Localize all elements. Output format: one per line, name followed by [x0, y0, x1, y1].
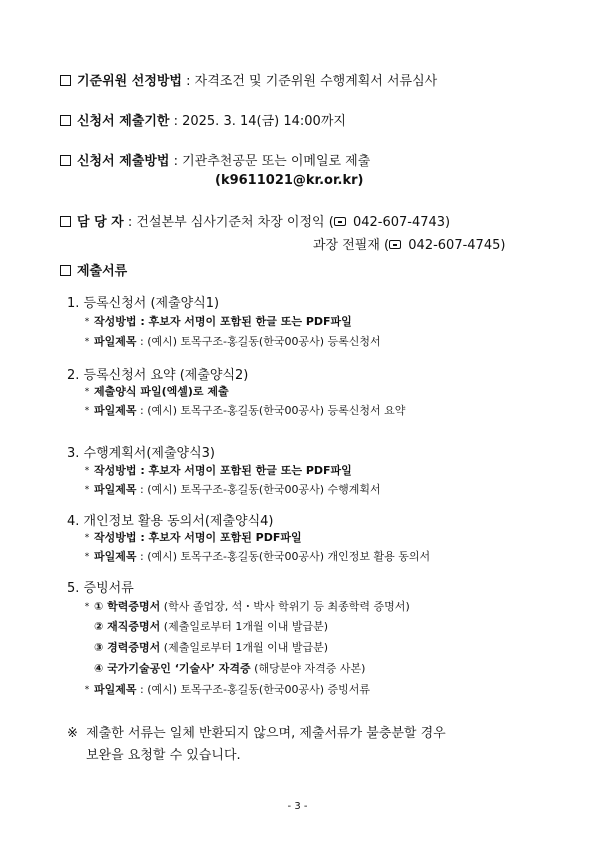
email-address: (k9611021@kr.or.kr): [215, 173, 364, 188]
section-selection: [60, 70, 437, 89]
phone-icon: [389, 240, 401, 249]
separator: :: [169, 114, 183, 129]
section-text: 기관추천공문 또는 이메일로 제출: [182, 154, 371, 169]
bullet-star-icon: *: [84, 406, 90, 416]
separator: :: [169, 154, 183, 169]
section-contact: [60, 211, 450, 230]
bullet-star-icon: *: [84, 337, 90, 347]
note-line-2: 보완을 요청할 수 있습니다.: [86, 748, 241, 763]
item-4-sub-1: * 작성방법 : 후보자 서명이 포함된 PDF파일: [82, 529, 302, 545]
item-4-sub-2: * 파일제목 : (예시) 토목구조-홍길동(한국00공사) 개인정보 활용 동의서: [82, 548, 430, 564]
checkbox-square-icon: [60, 115, 71, 126]
separator: :: [182, 74, 195, 89]
bullet-star-icon: *: [84, 602, 90, 612]
section-text: 자격조건 및 기준위원 수행계획서 서류심사: [194, 74, 438, 89]
phone-icon: [334, 217, 346, 226]
checkbox-square-icon: [60, 216, 71, 227]
bullet-star-icon: *: [84, 466, 90, 476]
separator: :: [123, 215, 137, 230]
contact-line2-text: 과장 전필재 (: [313, 238, 390, 253]
item-5-sub-1: * ① 학력증명서 (학사 졸업장, 석・박사 학위기 등 최종학력 증명서): [82, 598, 410, 614]
item-2-sub-2: * 파일제목 : (예시) 토목구조-홍길동(한국00공사) 등록신청서 요약: [82, 402, 405, 418]
bullet-star-icon: *: [84, 317, 90, 327]
item-1-sub-1: * 작성방법 : 후보자 서명이 포함된 한글 또는 PDF파일: [82, 313, 352, 329]
bullet-star-icon: *: [84, 685, 90, 695]
bullet-star-icon: *: [84, 485, 90, 495]
note-text-1: 제출한 서류는 일체 반환되지 않으며, 제출서류가 불충분할 경우: [86, 726, 446, 741]
section-deadline: [60, 110, 346, 129]
item-4-title: 4. 개인정보 활용 동의서(제출양식4): [67, 514, 274, 529]
item-2-title: 2. 등록신청서 요약 (제출양식2): [67, 368, 249, 383]
note-mark-icon: ※: [67, 726, 78, 741]
note-line-1: [67, 722, 446, 741]
checkbox-square-icon: [60, 265, 71, 276]
item-3-sub-2: * 파일제목 : (예시) 토목구조-홍길동(한국00공사) 수행계획서: [82, 481, 381, 497]
contact-line1: 건설본부 심사기준처 차장 이정익 (: [136, 215, 334, 230]
bullet-star-icon: *: [84, 387, 90, 397]
section-label: 제출서류: [77, 264, 128, 279]
contact-line2: [313, 234, 505, 253]
contact-phone2: 042-607-4745): [404, 238, 506, 253]
section-label: 담 당 자: [77, 215, 124, 230]
section-label: 신청서 제출기한: [77, 114, 170, 129]
item-5-sub-2: ② 재직증명서 (제출일로부터 1개월 이내 발급분): [94, 620, 328, 633]
section-documents: [60, 260, 127, 279]
page-number: - 3 -: [287, 801, 308, 812]
item-1-sub-2: * 파일제목 : (예시) 토목구조-홍길동(한국00공사) 등록신청서: [82, 333, 381, 349]
section-method: [60, 150, 370, 169]
item-5-sub-3: ③ 경력증명서 (제출일로부터 1개월 이내 발급분): [94, 641, 328, 654]
item-5-sub-4: ④ 국가기술공인 ‘기술사’ 자격증 (해당분야 자격증 사본): [94, 662, 366, 675]
section-label: 신청서 제출방법: [77, 154, 170, 169]
contact-phone1: 042-607-4743): [348, 215, 451, 230]
section-text: 2025. 3. 14(금) 14:00까지: [182, 114, 346, 129]
bullet-star-icon: *: [84, 533, 90, 543]
bullet-star-icon: *: [84, 552, 90, 562]
item-2-sub-1: * 제출양식 파일(엑셀)로 제출: [82, 383, 229, 399]
checkbox-square-icon: [60, 155, 71, 166]
item-5-sub-5: * 파일제목 : (예시) 토목구조-홍길동(한국00공사) 증빙서류: [82, 681, 370, 697]
section-label: 기준위원 선정방법: [77, 74, 182, 89]
item-3-sub-1: * 작성방법 : 후보자 서명이 포함된 한글 또는 PDF파일: [82, 462, 352, 478]
item-3-title: 3. 수행계획서(제출양식3): [67, 446, 215, 461]
checkbox-square-icon: [60, 75, 71, 86]
item-5-title: 5. 증빙서류: [67, 581, 134, 596]
item-1-title: 1. 등록신청서 (제출양식1): [67, 296, 220, 311]
